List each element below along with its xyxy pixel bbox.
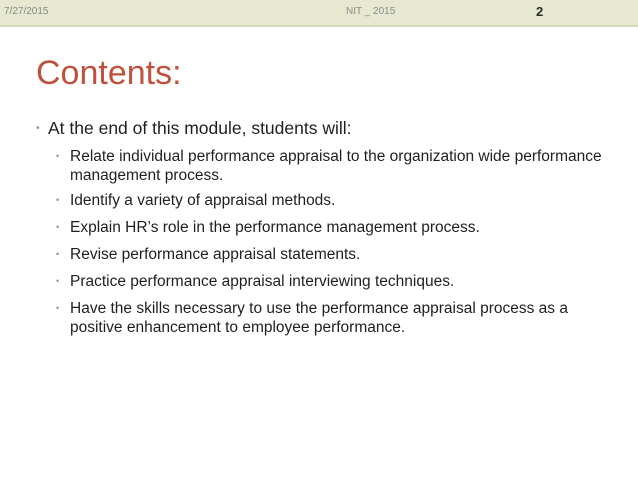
list-item [56, 272, 616, 293]
bullet-icon: • [56, 303, 60, 313]
date-label: 7/27/2015 [4, 6, 49, 17]
list-item-text: Have the skills necessary to use the performance appraisal process as a positive enhancement to employee performance. [70, 300, 568, 336]
level1-bullet-item [36, 118, 616, 139]
list-item [56, 245, 616, 266]
list-item-text: Identify a variety of appraisal methods. [70, 192, 336, 209]
list-item-text: Practice performance appraisal interviewing techniques. [70, 273, 455, 290]
bullet-icon: • [56, 195, 60, 205]
bullet-icon: • [56, 222, 60, 232]
list-item [56, 218, 616, 239]
bullet-icon: • [56, 249, 60, 259]
list-item [56, 299, 616, 337]
header-divider [0, 25, 638, 27]
list-item [56, 191, 616, 212]
list-item-text: Explain HR’s role in the performance management process. [70, 219, 480, 236]
objectives-list [36, 147, 616, 337]
header-band [0, 0, 638, 25]
slide-content [36, 118, 616, 343]
slide-title: Contents: [36, 54, 182, 92]
list-item-text: Revise performance appraisal statements. [70, 246, 361, 263]
footer-label: NIT _ 2015 [346, 6, 396, 17]
slide-number: 2 [536, 4, 544, 19]
level1-bullet-text: At the end of this module, students will: [48, 118, 352, 138]
list-item-text: Relate individual performance appraisal to the organization wide performance management process. [70, 148, 602, 184]
list-item [56, 147, 616, 185]
bullet-icon: • [36, 123, 40, 134]
bullet-icon: • [56, 151, 60, 161]
bullet-icon: • [56, 276, 60, 286]
